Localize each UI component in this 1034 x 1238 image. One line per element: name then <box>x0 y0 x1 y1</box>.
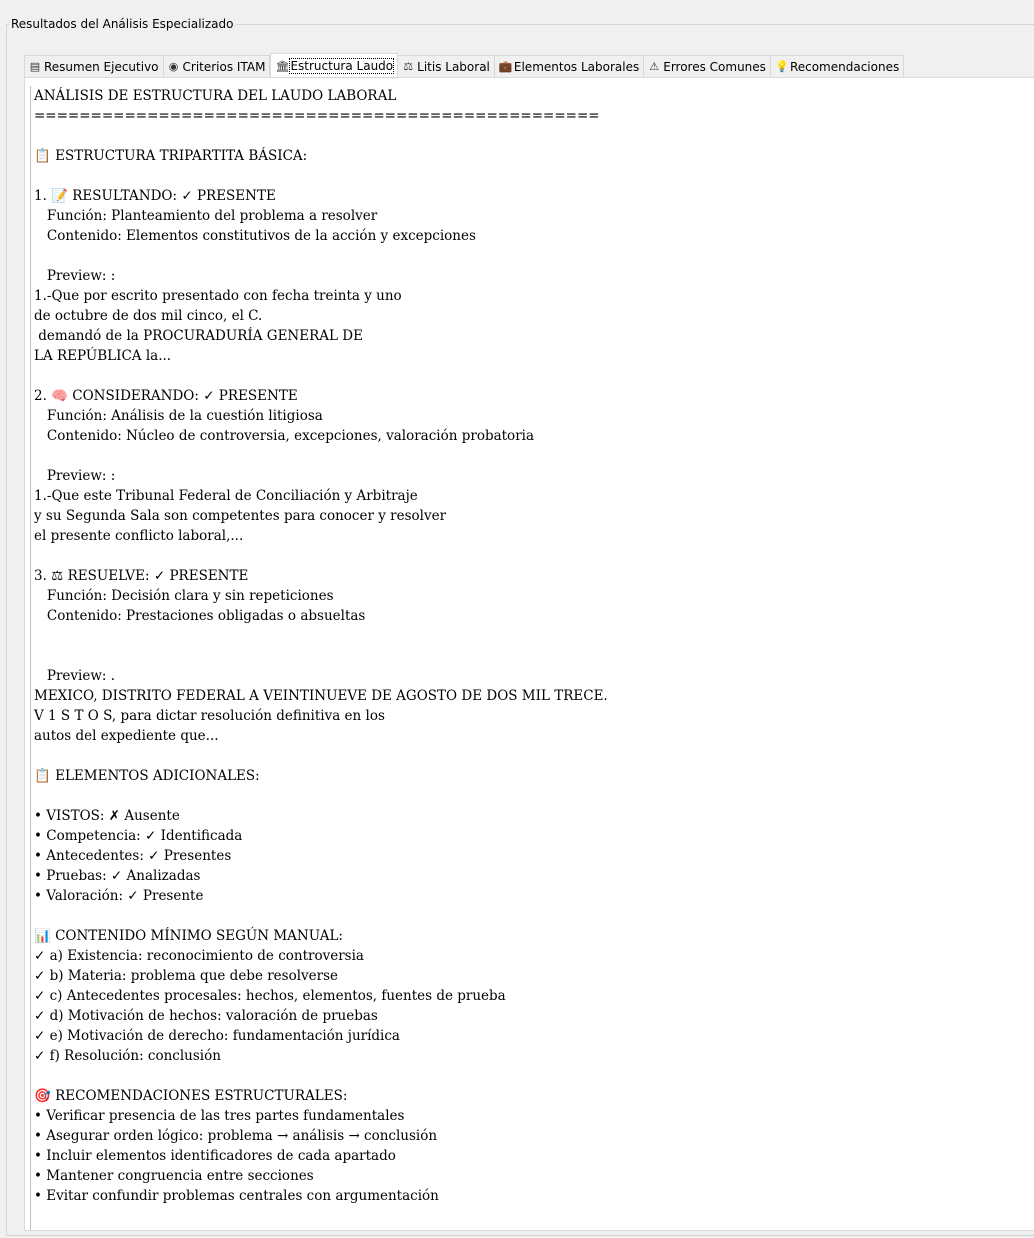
tab-label: Errores Comunes <box>663 59 766 74</box>
tab-recomendaciones[interactable] <box>771 55 904 77</box>
document-icon: ▤ <box>29 60 41 73</box>
tab-label: Criterios ITAM <box>182 59 266 74</box>
tab-panel-estructura-laudo <box>24 77 1034 1231</box>
tab-criterios-itam[interactable] <box>164 55 271 77</box>
warning-icon: ⚠ <box>649 60 660 73</box>
tab-label: Elementos Laborales <box>513 59 640 74</box>
tab-errores-comunes[interactable] <box>644 55 771 77</box>
tab-estructura-laudo[interactable] <box>270 53 398 78</box>
lightbulb-icon: 💡 <box>774 60 789 73</box>
report-text-area[interactable] <box>30 86 1034 1230</box>
scales-icon: ⚖ <box>403 60 414 73</box>
tab-label: Recomendaciones <box>789 59 900 74</box>
tab-label: Estructura Laudo <box>290 59 394 73</box>
group-title: Resultados del Análisis Especializado <box>11 17 234 31</box>
tab-litis-laboral[interactable] <box>398 55 495 77</box>
report-text: ANÁLISIS DE ESTRUCTURA DEL LAUDO LABORAL ================================================== 📋 ESTRUCTURA TRIPARTITA BÁSICA: 1. 📝 RESULTANDO: ✓ PRESENTE Función: Planteamiento del problema a resolver Contenido: Elementos constitutivos de la acción y excepciones Preview: : 1.-Que por escrito presentado con fecha treinta y uno de octubre de dos mil cinco, el C. demandó de la PROCURADURÍA GENERAL DE LA REPÚBLICA la... 2. 🧠 CONSIDERANDO: ✓ PRESENTE Función: Análisis de la cuestión litigiosa Contenido: Núcleo de controversia, excepciones, valoración probatoria Preview: : 1.-Que este Tribunal Federal de Conciliación y Arbitraje y su Segunda Sala son competentes para conocer y resolver el presente conflicto laboral,... 3. ⚖ RESUELVE: ✓ PRESENTE Función: Decisión clara y sin repeticiones Contenido: Prestaciones obligadas o absueltas Preview: . MEXICO, DISTRITO FEDERAL A VEINTINUEVE DE AGOSTO DE DOS MIL TRECE. V 1 S T O S, para dictar resolución definitiva en los autos del expediente que... 📋 ELEMENTOS ADICIONALES: • VISTOS: ✗ Ausente • Competencia: ✓ Identificada • Antecedentes: ✓ Presentes • Pruebas: ✓ Analizadas • Valoración: ✓ Presente 📊 CONTENIDO MÍNIMO SEGÚN MANUAL: ✓ a) Existencia: reconocimiento de controversia ✓ b) Materia: problema que debe resolverse ✓ c) Antecedentes procesales: hechos, elementos, fuentes de prueba ✓ d) Motivación de hechos: valoración de pruebas ✓ e) Motivación de derecho: fundamentación jurídica ✓ f) Resolución: conclusión 🎯 RECOMENDACIONES ESTRUCTURALES: • Verificar presencia de las tres partes fundamentales • Asegurar orden lógico: problema → análisis → conclusión • Incluir elementos identificadores de cada apartado • Mantener congruencia entre secciones • Evitar confundir problemas centrales con argumentación <box>34 88 608 1204</box>
building-icon: 🏛 <box>275 59 290 73</box>
tab-elementos-laborales[interactable] <box>495 55 644 77</box>
tab-resumen-ejecutivo[interactable] <box>24 55 164 77</box>
briefcase-icon: 💼 <box>498 60 513 73</box>
tab-bar <box>24 53 904 77</box>
tab-label: Litis Laboral <box>417 59 490 74</box>
tab-label: Resumen Ejecutivo <box>44 59 159 74</box>
target-icon: ◉ <box>168 60 179 73</box>
